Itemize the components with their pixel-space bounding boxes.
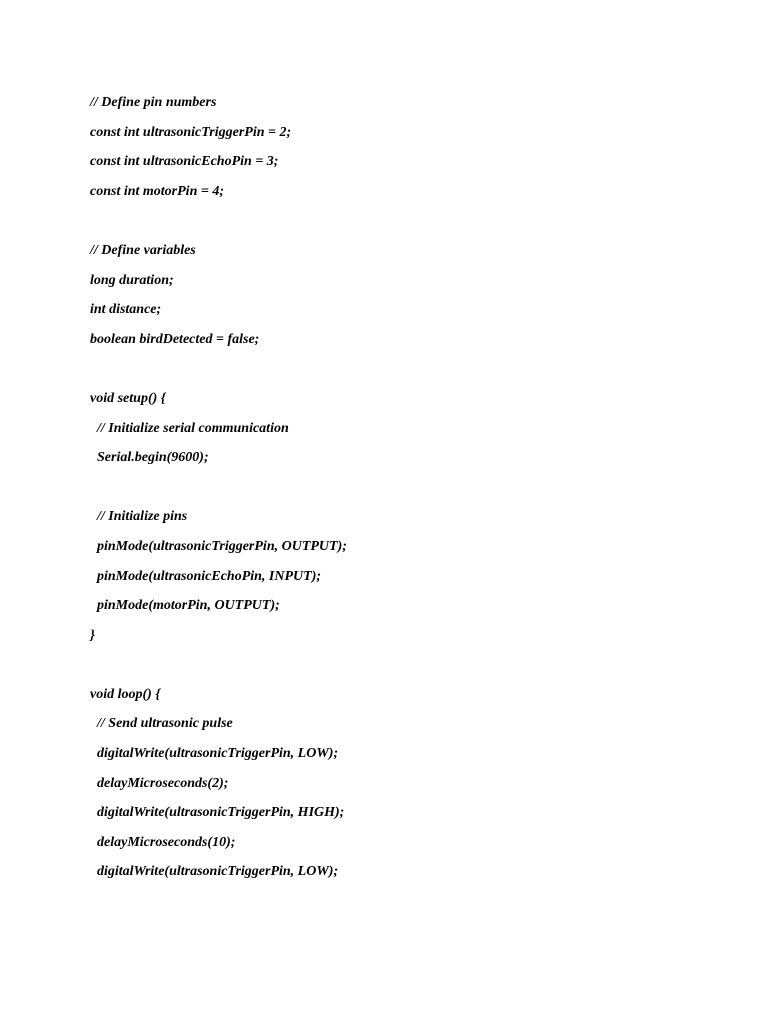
code-line: const int ultrasonicTriggerPin = 2; — [90, 124, 292, 140]
code-line: // Send ultrasonic pulse — [90, 716, 233, 732]
code-line: // Define variables — [90, 242, 196, 258]
code-line: pinMode(ultrasonicEchoPin, INPUT); — [90, 568, 322, 584]
code-line: digitalWrite(ultrasonicTriggerPin, HIGH); — [90, 805, 345, 821]
code-line: pinMode(motorPin, OUTPUT); — [90, 598, 280, 614]
code-line: // Initialize pins — [90, 509, 188, 525]
code-line: const int ultrasonicEchoPin = 3; — [90, 154, 279, 170]
code-line: digitalWrite(ultrasonicTriggerPin, LOW); — [90, 746, 339, 762]
code-line: int distance; — [90, 302, 162, 318]
code-line: } — [90, 627, 95, 643]
blank-line — [90, 354, 347, 384]
code-line: pinMode(ultrasonicTriggerPin, OUTPUT); — [90, 538, 347, 554]
code-line: // Initialize serial communication — [90, 420, 289, 436]
blank-line — [90, 650, 347, 680]
blank-line — [90, 473, 347, 503]
code-line: void setup() { — [90, 390, 166, 406]
code-line: delayMicroseconds(2); — [90, 775, 229, 791]
code-line: long duration; — [90, 272, 174, 288]
code-line: Serial.begin(9600); — [90, 450, 209, 466]
blank-line — [90, 206, 347, 236]
code-line: void loop() { — [90, 686, 161, 702]
code-line: const int motorPin = 4; — [90, 183, 224, 199]
code-line: delayMicroseconds(10); — [90, 834, 236, 850]
code-line: digitalWrite(ultrasonicTriggerPin, LOW); — [90, 864, 339, 880]
code-line: boolean birdDetected = false; — [90, 331, 260, 347]
code-listing — [90, 88, 347, 887]
code-line: // Define pin numbers — [90, 95, 217, 110]
